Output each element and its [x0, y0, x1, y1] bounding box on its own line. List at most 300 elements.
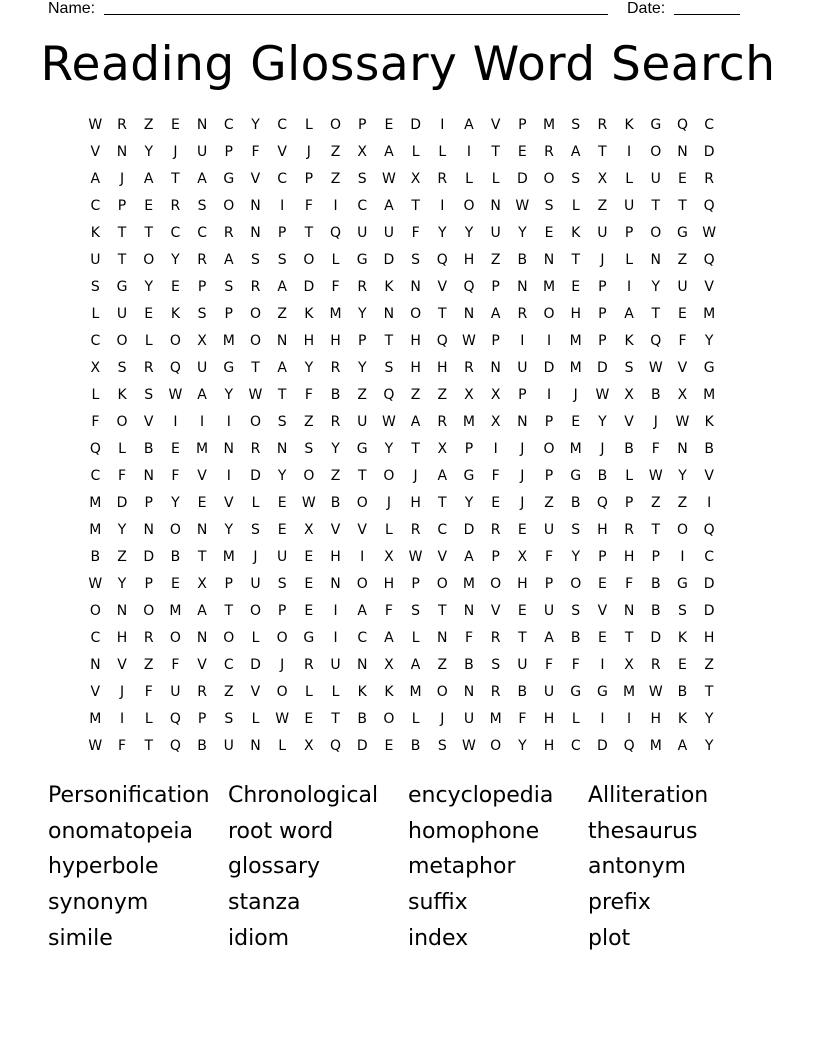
grid-letter: N [463, 306, 475, 322]
grid-letter: N [463, 684, 475, 700]
grid-letter: R [650, 657, 661, 673]
grid-letter: R [490, 630, 501, 646]
grid-letter: U [250, 576, 261, 592]
grid-letter: U [196, 360, 208, 376]
grid-letter: T [117, 252, 127, 268]
grid-letter: I [226, 414, 231, 430]
grid-letter: U [357, 414, 368, 430]
grid-letter: L [144, 711, 153, 727]
grid-letter: O [249, 603, 261, 619]
grid-letter: T [651, 198, 661, 214]
grid-letter: T [384, 333, 394, 349]
grid-letter: S [277, 576, 287, 592]
grid-letter: Z [357, 387, 368, 403]
grid-letter: D [597, 360, 608, 376]
grid-letter: Q [623, 738, 635, 754]
grid-letter: L [91, 387, 100, 403]
grid-letter: J [600, 252, 605, 268]
grid-letter: P [117, 198, 127, 214]
grid-letter: L [625, 252, 633, 268]
grid-letter: H [437, 360, 448, 376]
grid-letter: O [543, 171, 555, 187]
grid-letter: Y [464, 225, 474, 241]
grid-letter: O [223, 198, 235, 214]
grid-letter: P [224, 144, 233, 160]
grid-letter: G [677, 576, 688, 592]
grid-letter: W [648, 684, 663, 700]
grid-letter: C [357, 198, 368, 214]
grid-letter: M [569, 441, 582, 457]
grid-letter: O [356, 495, 368, 511]
grid-letter: T [411, 441, 420, 457]
grid-letter: Q [650, 333, 662, 349]
grid-letter: T [518, 630, 527, 646]
grid-letter: O [650, 225, 662, 241]
grid-letter: T [144, 738, 153, 754]
grid-letter: U [383, 225, 395, 241]
grid-letter: Z [304, 414, 314, 430]
grid-letter: M [489, 711, 502, 727]
grid-letter: X [304, 522, 314, 538]
word-list [48, 778, 768, 956]
grid-letter: V [330, 522, 341, 538]
grid-letter: W [88, 117, 103, 133]
grid-letter: K [677, 630, 688, 646]
grid-letter: D [143, 549, 155, 565]
word-list-item: antonym [588, 854, 686, 880]
grid-letter: N [250, 225, 261, 241]
grid-letter: M [329, 306, 342, 322]
grid-letter: P [224, 306, 233, 322]
grid-letter: Y [357, 360, 367, 376]
grid-letter: N [677, 441, 688, 457]
grid-letter: H [116, 630, 128, 646]
grid-letter: M [462, 414, 476, 430]
grid-letter: C [90, 630, 101, 646]
grid-letter: N [543, 252, 555, 268]
grid-letter: E [517, 603, 527, 619]
grid-letter: S [411, 603, 421, 619]
grid-letter: D [516, 171, 528, 187]
grid-letter: U [650, 171, 661, 187]
grid-letter: X [624, 387, 634, 403]
grid-letter: K [384, 279, 394, 295]
grid-letter: R [197, 252, 207, 268]
grid-letter: Y [117, 576, 127, 592]
grid-letter: C [437, 522, 448, 538]
grid-letter: G [356, 441, 368, 457]
grid-letter: P [464, 441, 474, 457]
grid-letter: U [543, 603, 555, 619]
grid-letter: E [144, 306, 154, 322]
grid-letter: N [517, 279, 528, 295]
grid-letter: R [357, 279, 368, 295]
grid-letter: N [490, 198, 501, 214]
word-list-item: plot [588, 925, 631, 951]
grid-letter: N [383, 306, 395, 322]
grid-letter: E [197, 495, 207, 511]
grid-letter: I [119, 711, 125, 727]
grid-letter: Z [330, 468, 341, 484]
grid-letter: B [410, 738, 421, 754]
grid-letter: P [144, 576, 153, 592]
grid-letter: F [144, 684, 153, 700]
grid-letter: P [544, 468, 554, 484]
grid-letter: B [330, 387, 341, 403]
grid-letter: Z [143, 657, 154, 673]
grid-letter: D [116, 495, 128, 511]
grid-letter: O [436, 684, 448, 700]
grid-letter: E [597, 630, 607, 646]
grid-letter: T [331, 711, 340, 727]
grid-letter: T [624, 630, 634, 646]
grid-letter: L [251, 495, 260, 511]
grid-letter: O [169, 630, 181, 646]
grid-letter: E [517, 522, 527, 538]
grid-letter: E [304, 576, 314, 592]
grid-letter: H [570, 306, 581, 322]
grid-letter: C [277, 117, 288, 133]
grid-letter: C [223, 117, 234, 133]
grid-letter: R [410, 522, 421, 538]
grid-letter: P [598, 279, 607, 295]
grid-letter: D [303, 279, 315, 295]
grid-letter: Q [463, 279, 475, 295]
grid-letter: L [304, 117, 313, 133]
grid-letter: M [222, 333, 235, 349]
grid-letter: B [357, 711, 368, 727]
grid-letter: M [569, 360, 582, 376]
word-list-item: Chronological [228, 783, 379, 808]
grid-letter: P [197, 711, 207, 727]
grid-letter: S [357, 171, 367, 187]
grid-letter: F [331, 279, 340, 295]
grid-letter: I [680, 549, 685, 565]
grid-letter: X [384, 549, 394, 565]
grid-letter: I [333, 603, 338, 619]
grid-letter: H [410, 495, 421, 511]
grid-letter: K [357, 684, 367, 700]
grid-letter: F [251, 144, 260, 160]
word-list-item: onomatopeia [48, 818, 193, 844]
grid-letter: T [651, 522, 661, 538]
grid-letter: I [546, 333, 552, 349]
grid-letter: J [413, 468, 418, 484]
grid-letter: S [571, 522, 581, 538]
grid-letter: R [223, 225, 234, 241]
grid-letter: T [251, 360, 260, 376]
grid-letter: A [410, 657, 421, 673]
grid-letter: Y [678, 468, 687, 484]
grid-letter: I [493, 441, 498, 457]
grid-letter: P [598, 549, 607, 565]
grid-letter: A [624, 306, 634, 322]
grid-letter: Y [144, 279, 153, 295]
grid-letter: A [544, 630, 554, 646]
grid-letter: V [437, 549, 448, 565]
grid-letter: I [280, 198, 285, 214]
grid-letter: T [438, 306, 447, 322]
grid-letter: O [249, 414, 261, 430]
grid-letter: P [518, 117, 527, 133]
grid-letter: V [704, 279, 714, 295]
grid-letter: P [197, 279, 207, 295]
grid-letter: O [116, 333, 128, 349]
grid-letter: O [276, 630, 288, 646]
grid-letter: A [277, 360, 287, 376]
grid-letter: P [651, 549, 660, 565]
grid-letter: Q [89, 441, 101, 457]
grid-letter: Y [438, 225, 447, 241]
grid-letter: Z [330, 144, 341, 160]
grid-letter: X [490, 387, 501, 403]
grid-letter: N [517, 414, 528, 430]
grid-letter: M [196, 441, 209, 457]
grid-letter: S [144, 387, 154, 403]
name-blank-line[interactable] [104, 14, 608, 15]
grid-letter: P [491, 549, 500, 565]
grid-letter: L [385, 522, 393, 538]
grid-letter: W [648, 468, 663, 484]
grid-letter: Q [436, 333, 448, 349]
grid-letter: Z [704, 657, 714, 673]
grid-letter: C [357, 630, 368, 646]
grid-letter: B [170, 549, 181, 565]
grid-letter: T [304, 225, 314, 241]
grid-letter: N [276, 333, 288, 349]
grid-letter: W [88, 738, 103, 754]
grid-letter: B [197, 738, 207, 754]
grid-letter: W [408, 549, 423, 565]
grid-letter: B [570, 630, 581, 646]
grid-letter: J [520, 468, 525, 484]
grid-letter: W [168, 387, 183, 403]
grid-letter: I [173, 414, 178, 430]
grid-letter: I [200, 414, 205, 430]
grid-letter: S [384, 360, 394, 376]
grid-letter: Q [169, 711, 181, 727]
grid-letter: Z [223, 684, 234, 700]
grid-letter: P [624, 225, 634, 241]
grid-letter: R [303, 657, 314, 673]
grid-letter: L [144, 333, 153, 349]
grid-letter: S [437, 738, 447, 754]
grid-letter: I [333, 198, 338, 214]
grid-letter: W [248, 387, 263, 403]
grid-letter: N [116, 603, 128, 619]
grid-letter: I [627, 144, 632, 160]
grid-letter: R [437, 414, 448, 430]
grid-letter: W [301, 495, 316, 511]
grid-letter: Z [437, 387, 448, 403]
grid-letter: U [543, 684, 555, 700]
grid-letter: A [384, 144, 394, 160]
grid-letter: U [517, 360, 528, 376]
grid-letter: U [90, 252, 101, 268]
grid-letter: A [570, 144, 581, 160]
grid-letter: E [304, 711, 314, 727]
grid-letter: Y [331, 441, 340, 457]
grid-letter: Y [704, 738, 714, 754]
grid-letter: L [251, 711, 260, 727]
grid-letter: M [462, 576, 476, 592]
grid-letter: I [627, 711, 632, 727]
word-list-item: root word [228, 818, 334, 844]
grid-letter: U [490, 225, 501, 241]
grid-letter: Y [598, 414, 607, 430]
grid-letter: M [649, 738, 662, 754]
grid-letter: W [702, 225, 717, 241]
grid-letter: Z [650, 495, 661, 511]
grid-letter: N [463, 603, 475, 619]
word-list-item: Personification [48, 783, 210, 808]
grid-letter: C [704, 549, 715, 565]
date-blank-line[interactable] [674, 14, 740, 15]
grid-letter: L [411, 144, 420, 160]
grid-letter: O [303, 252, 315, 268]
grid-letter: H [650, 711, 662, 727]
grid-letter: K [704, 414, 714, 430]
grid-letter: B [650, 576, 661, 592]
grid-letter: F [171, 657, 180, 673]
grid-letter: D [356, 738, 368, 754]
grid-letter: M [703, 306, 716, 322]
grid-letter: R [490, 522, 501, 538]
grid-letter: P [544, 414, 554, 430]
grid-letter: E [170, 441, 180, 457]
grid-letter: C [90, 333, 101, 349]
grid-letter: O [543, 306, 555, 322]
grid-letter: G [223, 171, 235, 187]
grid-letter: I [226, 468, 231, 484]
grid-letter: E [304, 549, 314, 565]
grid-letter: S [117, 360, 127, 376]
grid-letter: O [249, 333, 261, 349]
grid-letter: S [571, 171, 581, 187]
grid-letter: Y [704, 711, 714, 727]
grid-letter: O [143, 603, 155, 619]
grid-letter: J [573, 387, 578, 403]
grid-letter: T [197, 549, 207, 565]
grid-letter: O [383, 711, 395, 727]
grid-letter: H [703, 630, 715, 646]
grid-letter: X [357, 144, 368, 160]
grid-letter: A [410, 414, 421, 430]
grid-letter: L [465, 171, 473, 187]
grid-letter: L [411, 630, 420, 646]
grid-letter: E [170, 117, 180, 133]
grid-letter: Z [277, 306, 287, 322]
grid-letter: E [277, 522, 287, 538]
grid-letter: Y [651, 279, 661, 295]
grid-letter: E [170, 279, 180, 295]
grid-letter: Z [330, 171, 341, 187]
grid-letter: M [623, 684, 636, 700]
grid-letter: J [253, 549, 258, 565]
grid-letter: Y [277, 468, 287, 484]
grid-letter: A [197, 603, 207, 619]
grid-letter: O [169, 522, 181, 538]
grid-letter: O [490, 738, 502, 754]
word-list-item: hyperbole [48, 854, 159, 880]
grid-letter: Z [410, 387, 421, 403]
grid-letter: O [143, 252, 155, 268]
grid-letter: K [304, 306, 314, 322]
word-list-item: synonym [48, 890, 149, 916]
grid-letter: S [678, 603, 687, 619]
grid-letter: A [464, 117, 474, 133]
grid-letter: I [627, 279, 632, 295]
grid-letter: S [251, 522, 260, 538]
grid-letter: V [90, 684, 101, 700]
grid-letter: B [704, 441, 714, 457]
grid-letter: E [144, 198, 154, 214]
grid-letter: W [675, 414, 690, 430]
grid-letter: Y [171, 252, 180, 268]
grid-letter: I [707, 495, 712, 511]
grid-letter: R [597, 117, 608, 133]
grid-letter: N [356, 657, 368, 673]
grid-letter: F [91, 414, 100, 430]
grid-letter: Y [304, 360, 314, 376]
grid-letter: N [410, 279, 421, 295]
grid-letter: T [704, 684, 714, 700]
grid-letter: W [648, 360, 663, 376]
grid-letter: X [677, 387, 688, 403]
grid-letter: R [490, 684, 501, 700]
grid-letter: J [386, 495, 391, 511]
grid-letter: C [570, 738, 581, 754]
grid-letter: G [463, 468, 475, 484]
grid-letter: Y [704, 333, 714, 349]
grid-letter: T [411, 198, 420, 214]
grid-letter: Z [677, 495, 688, 511]
grid-letter: F [171, 468, 180, 484]
grid-letter: J [440, 711, 445, 727]
grid-letter: I [546, 387, 552, 403]
grid-letter: C [90, 198, 101, 214]
grid-letter: O [543, 441, 555, 457]
grid-letter: N [196, 522, 208, 538]
grid-letter: C [704, 117, 715, 133]
grid-letter: H [330, 333, 341, 349]
grid-letter: V [597, 603, 608, 619]
grid-letter: J [600, 441, 605, 457]
grid-letter: Y [571, 549, 580, 565]
grid-letter: P [277, 603, 287, 619]
grid-letter: Q [383, 387, 395, 403]
grid-letter: N [250, 198, 261, 214]
grid-letter: U [223, 738, 234, 754]
grid-letter: N [276, 441, 288, 457]
grid-letter: T [598, 144, 607, 160]
grid-letter: E [571, 414, 581, 430]
grid-letter: U [677, 279, 688, 295]
grid-letter: U [330, 657, 341, 673]
grid-letter: O [169, 333, 181, 349]
word-list-item: idiom [228, 925, 290, 951]
grid-letter: B [597, 468, 608, 484]
grid-letter: B [517, 684, 528, 700]
grid-letter: S [251, 252, 260, 268]
grid-letter: T [491, 144, 500, 160]
grid-letter: R [464, 360, 474, 376]
grid-letter: V [143, 414, 154, 430]
grid-letter: Y [464, 495, 474, 511]
word-list-item: glossary [228, 854, 321, 880]
grid-letter: K [170, 306, 180, 322]
grid-letter: L [491, 171, 500, 187]
